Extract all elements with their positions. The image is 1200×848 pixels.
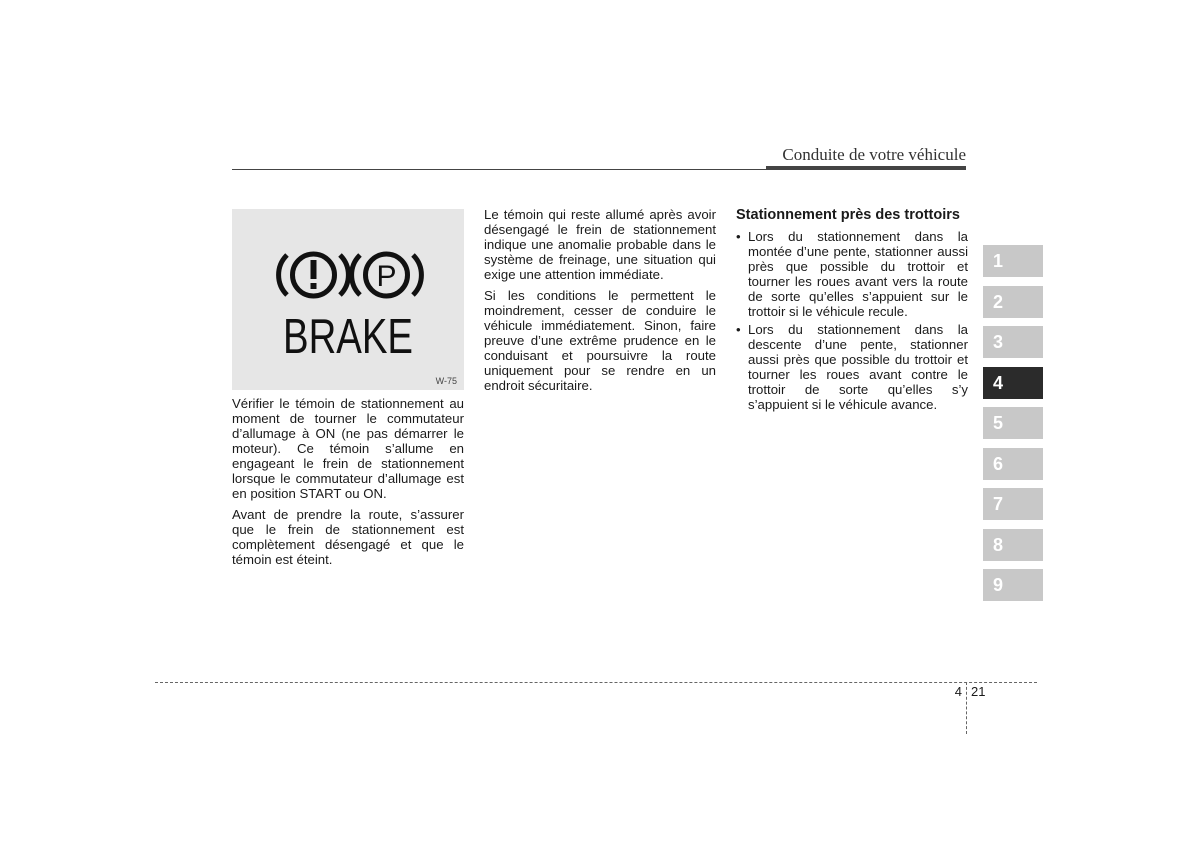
brake-warning-illustration [232, 209, 464, 390]
list-item [736, 322, 968, 412]
bullet-marker: • [736, 322, 741, 337]
chapter-tab-1[interactable]: 1 [983, 245, 1043, 277]
svg-text:P: P [376, 260, 397, 293]
figure-id: W-75 [435, 376, 457, 386]
parking-brake-icon [352, 254, 422, 296]
chapter-tab-3[interactable]: 3 [983, 326, 1043, 358]
chapter-tab-5[interactable]: 5 [983, 407, 1043, 439]
chapter-tab-8[interactable]: 8 [983, 529, 1043, 561]
list-item [736, 229, 968, 319]
paragraph: Avant de prendre la route, s’assurer que le frein de stationnement est complètement désengagé et que le témoin est éteint. [232, 507, 464, 567]
brake-warning-icon [279, 254, 349, 296]
footer-section-number: 4 [954, 684, 962, 699]
chapter-tab-6[interactable]: 6 [983, 448, 1043, 480]
header-rule-accent [766, 166, 966, 170]
list-item-text: Lors du stationnement dans la descente d’une pente, stationner aussi près que possible du trottoir et tourner les roues avant contre le trottoir de sorte qu’elles s’y s’appuient si le véhicule avance. [748, 322, 968, 412]
section-heading: Stationnement près des trottoirs [736, 207, 960, 223]
chapter-tab-9[interactable]: 9 [983, 569, 1043, 601]
page-header-title: Conduite de votre véhicule [782, 145, 966, 164]
footer-page-number: 21 [971, 684, 986, 699]
footer-divider [966, 682, 967, 734]
right-column [736, 207, 968, 415]
chapter-tab-4[interactable]: 4 [983, 367, 1043, 399]
footer-rule [155, 682, 1037, 683]
chapter-tab-2[interactable]: 2 [983, 286, 1043, 318]
brake-label: BRAKE [283, 310, 413, 364]
brake-warning-figure [232, 209, 464, 390]
paragraph: Le témoin qui reste allumé après avoir désengagé le frein de stationnement indique une anomalie probable dans le système de freinage, une situation qui exige une attention immédiate. [484, 207, 716, 282]
chapter-tabs [983, 245, 1043, 610]
paragraph: Si les conditions le permettent le moindrement, cesser de conduire le véhicule immédiatement. Sinon, faire preuve d’une extrême prudence en le conduisant et poursuivre la route uniquement pour se rendre en un endroit sécuritaire. [484, 288, 716, 393]
middle-column [484, 207, 716, 399]
chapter-tab-7[interactable]: 7 [983, 488, 1043, 520]
bullet-marker: • [736, 229, 741, 244]
paragraph: Vérifier le témoin de stationnement au moment de tourner le commutateur d’allumage à ON (ne pas démarrer le moteur). Ce témoin s’allume en engageant le frein de stationnement lorsque le commutateur d’allumage est en position START ou ON. [232, 396, 464, 501]
list-item-text: Lors du stationnement dans la montée d’une pente, stationner aussi près que possible du trottoir et tourner les roues avant vers la route de sorte qu’elles s’appuient sur le trottoir si le véhicule recule. [748, 229, 968, 319]
left-column [232, 396, 464, 573]
